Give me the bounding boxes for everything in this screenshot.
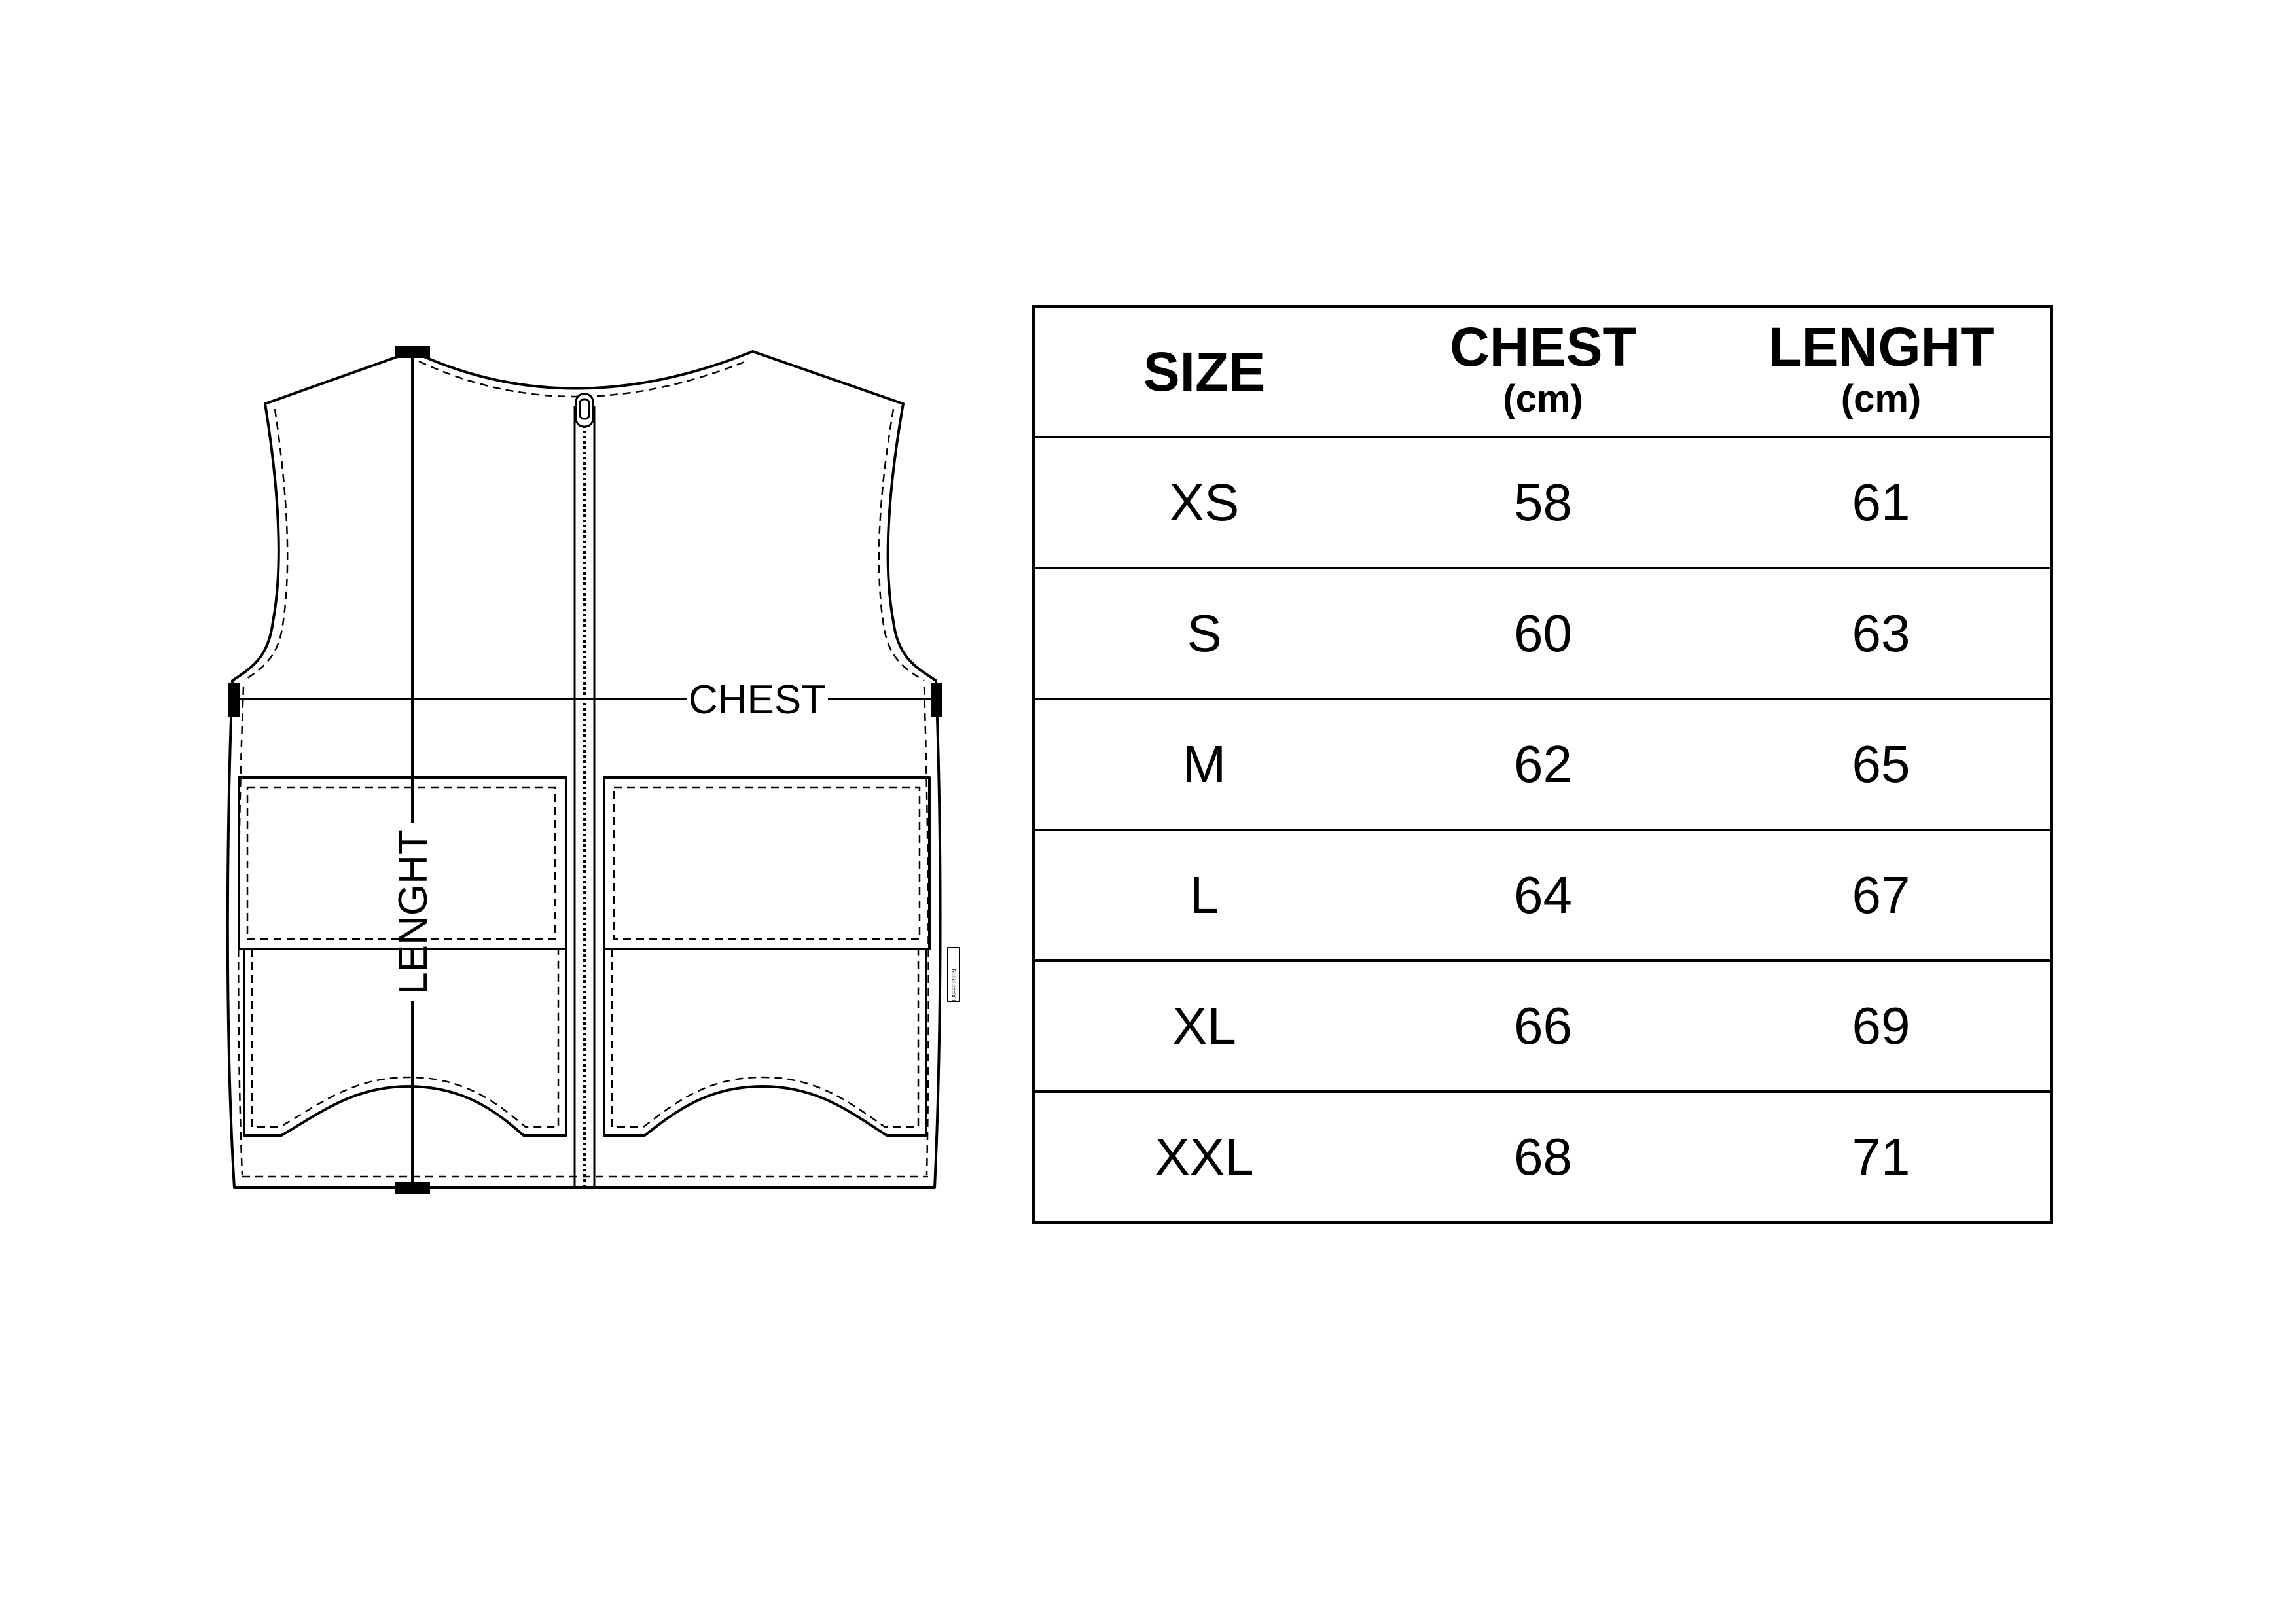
chest-cell: 62 xyxy=(1374,699,1712,830)
table-row xyxy=(1033,961,2051,1092)
header-length-unit: (cm) xyxy=(1840,378,1922,421)
length-cell: 69 xyxy=(1712,961,2051,1092)
length-cell: 65 xyxy=(1712,699,2051,830)
header-size xyxy=(1033,306,1374,437)
length-cell: 67 xyxy=(1712,830,2051,961)
header-chest xyxy=(1374,306,1712,437)
right-pocket xyxy=(604,777,929,1135)
size-cell: S xyxy=(1033,568,1374,699)
length-cell: 71 xyxy=(1712,1092,2051,1222)
neck-stitch xyxy=(419,361,746,397)
right-pocket-flap xyxy=(604,777,929,949)
header-length xyxy=(1712,306,2051,437)
zipper-pull-icon xyxy=(576,394,593,427)
chest-cell: 64 xyxy=(1374,830,1712,961)
length-cell: 61 xyxy=(1712,437,2051,568)
header-size-label: SIZE xyxy=(1143,341,1266,402)
length-measure-label: LENGHT xyxy=(391,830,436,995)
table-row xyxy=(1033,1092,2051,1222)
size-chart-table xyxy=(1032,305,2053,1224)
size-cell: XXL xyxy=(1033,1092,1374,1222)
chest-cell: 60 xyxy=(1374,568,1712,699)
table-row xyxy=(1033,830,2051,961)
size-cell: XL xyxy=(1033,961,1374,1092)
left-armhole-stitch xyxy=(243,409,287,681)
chest-measure-label: CHEST xyxy=(688,677,827,722)
vest-drawing xyxy=(0,0,969,1243)
header-chest-label: CHEST xyxy=(1450,316,1636,378)
right-armhole-stitch xyxy=(879,409,924,681)
header-length-label: LENGHT xyxy=(1768,316,1994,378)
size-cell: XS xyxy=(1033,437,1374,568)
size-cell: M xyxy=(1033,699,1374,830)
length-cell: 63 xyxy=(1712,568,2051,699)
vest-diagram xyxy=(0,0,969,1243)
vest-outline xyxy=(228,351,941,1188)
chest-cell: 68 xyxy=(1374,1092,1712,1222)
chest-cell: 66 xyxy=(1374,961,1712,1092)
size-cell: L xyxy=(1033,830,1374,961)
table-row xyxy=(1033,699,2051,830)
side-label-text: LAFFERIEN xyxy=(951,969,958,1001)
header-chest-unit: (cm) xyxy=(1503,378,1583,421)
table-header-row xyxy=(1033,306,2051,437)
table-row xyxy=(1033,568,2051,699)
chest-cell: 58 xyxy=(1374,437,1712,568)
length-measure-line xyxy=(396,348,429,1192)
table-row xyxy=(1033,437,2051,568)
